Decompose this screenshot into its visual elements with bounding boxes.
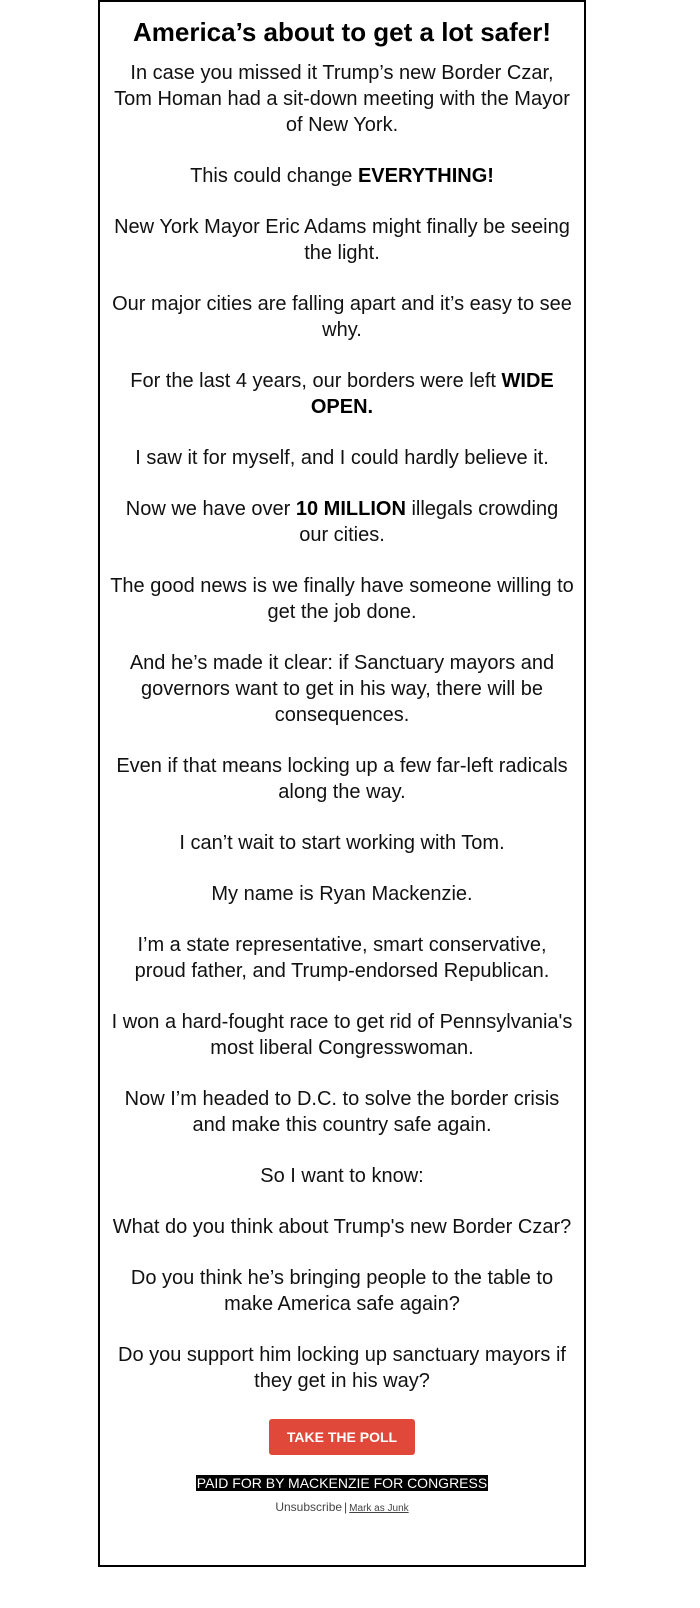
paragraph-text: So I want to know: (260, 1165, 424, 1187)
paragraph-text: Now we have over (125, 498, 296, 520)
body-paragraph (110, 1163, 574, 1189)
body-paragraph (110, 1214, 574, 1240)
paragraph-text: Do you think he’s bringing people to the table to make America safe again? (130, 1267, 554, 1315)
paragraph-text: Do you support him locking up sanctuary mayors if they get in his way? (118, 1344, 566, 1392)
paid-for-disclaimer (110, 1475, 574, 1492)
paragraph-text: My name is Ryan Mackenzie. (211, 883, 473, 905)
paragraph-text: This could change (190, 165, 358, 187)
paragraph-text: Even if that means locking up a few far-left radicals along the way. (116, 755, 568, 803)
body-paragraph (110, 881, 574, 907)
paragraph-text: I won a hard-fought race to get rid of Pennsylvania's most liberal Congresswoman. (111, 1011, 573, 1059)
footer-separator: | (344, 1500, 348, 1514)
paragraph-text: I saw it for myself, and I could hardly believe it. (135, 447, 549, 469)
paragraph-text: The good news is we finally have someone willing to get the job done. (110, 575, 574, 623)
email-headline: America’s about to get a lot safer! (132, 17, 552, 47)
paragraph-text: I’m a state representative, smart conservative, proud father, and Trump-endorsed Republican. (134, 934, 550, 982)
body-paragraph (110, 60, 574, 138)
paragraph-text: For the last 4 years, our borders were left (130, 370, 502, 392)
take-the-poll-button[interactable]: TAKE THE POLL (269, 1419, 415, 1455)
cta-wrapper (110, 1419, 574, 1455)
unsubscribe-link[interactable]: Unsubscribe (275, 1500, 343, 1514)
paid-for-text: PAID FOR BY MACKENZIE FOR CONGRESS (196, 1475, 488, 1491)
body-paragraph (110, 445, 574, 471)
body-paragraph (110, 368, 574, 420)
email-container (98, 0, 586, 1567)
emphasis-text: WIDE OPEN. (310, 370, 554, 418)
body-paragraph (110, 1265, 574, 1317)
email-paragraphs (110, 60, 574, 1394)
body-paragraph (110, 753, 574, 805)
paragraph-text: New York Mayor Eric Adams might finally be seeing the light. (114, 216, 570, 264)
paragraph-text: In case you missed it Trump’s new Border Czar, Tom Homan had a sit-down meeting with the Mayor of New York. (114, 62, 570, 136)
body-paragraph (110, 214, 574, 266)
body-paragraph (110, 932, 574, 984)
body-paragraph (110, 573, 574, 625)
footer-links (110, 1500, 574, 1514)
body-paragraph (110, 1086, 574, 1138)
paragraph-text: And he’s made it clear: if Sanctuary mayors and governors want to get in his way, there will be consequences. (129, 652, 555, 726)
email-body (100, 2, 584, 1514)
paragraph-text: Our major cities are falling apart and it’s easy to see why. (112, 293, 572, 341)
body-paragraph (110, 1342, 574, 1394)
body-paragraph (110, 830, 574, 856)
paragraph-text: What do you think about Trump's new Border Czar? (112, 1216, 572, 1238)
paragraph-text: illegals crowding our cities. (299, 498, 559, 546)
body-paragraph (110, 650, 574, 728)
body-paragraph (110, 496, 574, 548)
body-paragraph (110, 1009, 574, 1061)
paragraph-text: I can’t wait to start working with Tom. (179, 832, 505, 854)
body-paragraph (110, 291, 574, 343)
body-paragraph (110, 163, 574, 189)
emphasis-text: 10 MILLION (295, 498, 406, 520)
emphasis-text: EVERYTHING! (357, 165, 494, 187)
mark-as-junk-link[interactable]: Mark as Junk (349, 1503, 409, 1514)
paragraph-text: Now I’m headed to D.C. to solve the border crisis and make this country safe again. (124, 1088, 560, 1136)
